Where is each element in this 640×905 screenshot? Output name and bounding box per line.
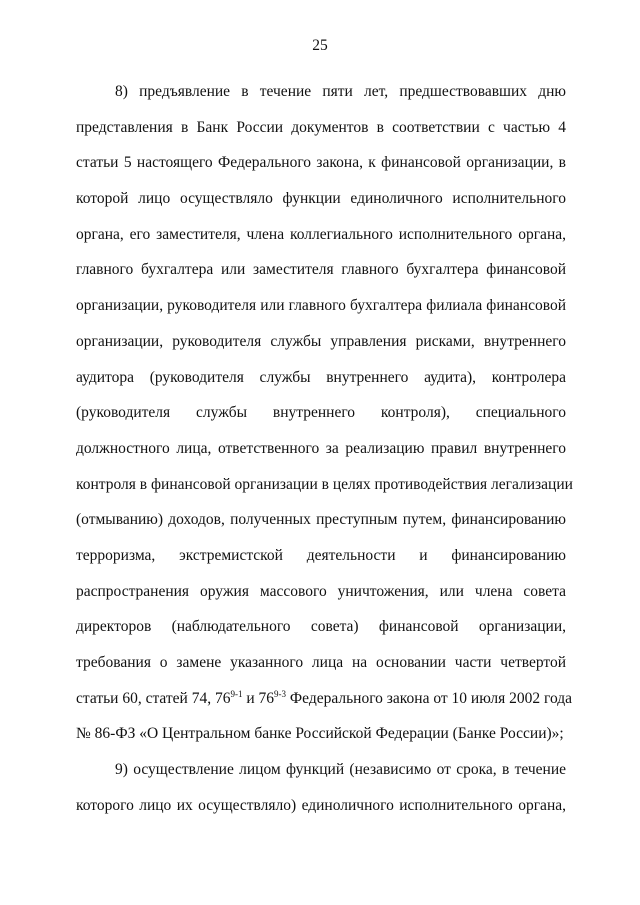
text-segment: статьи 60, статей 74, 76 — [76, 689, 231, 707]
page-number: 25 — [312, 37, 328, 54]
text-line-with-superscripts — [76, 681, 573, 717]
text-line: (руководителя службы внутреннего контроля), специального — [76, 404, 566, 422]
text-line: (отмыванию) доходов, полученных преступным путем, финансированию — [76, 511, 566, 529]
text-line: директоров (наблюдательного совета) финансовой организации, — [76, 618, 566, 636]
text-line: статьи 5 настоящего Федерального закона, к финансовой организации, в — [76, 154, 566, 172]
text-line: представления в Банк России документов в соответствии с частью 4 — [76, 118, 566, 136]
text-line: организации, руководителя или главного бухгалтера филиала финансовой — [76, 297, 566, 315]
text-line: должностного лица, ответственного за реализацию правил внутреннего — [76, 439, 566, 457]
superscript: 9-3 — [274, 688, 287, 699]
text-line: аудитора (руководителя службы внутреннего аудита), контролера — [76, 368, 566, 386]
text-line: № 86-ФЗ «О Центральном банке Российской Федерации (Банке России)»; — [76, 725, 564, 743]
text-segment: и 76 — [242, 689, 275, 707]
text-line: которого лицо их осуществляло) единоличного исполнительного органа, — [76, 796, 566, 814]
text-line: распространения оружия массового уничтожения, или члена совета — [76, 582, 566, 600]
text-line: терроризма, экстремистской деятельности и финансированию — [76, 546, 566, 564]
superscript: 9-1 — [230, 688, 243, 699]
text-line: главного бухгалтера или заместителя главного бухгалтера финансовой — [76, 261, 566, 279]
text-line: которой лицо осуществляло функции единоличного исполнительного — [76, 190, 566, 208]
document-body — [76, 74, 573, 823]
text-line: контроля в финансовой организации в целях противодействия легализации — [76, 475, 573, 493]
paragraph-item-9 — [76, 752, 566, 823]
text-line: 9) осуществление лицом функций (независимо от срока, в течение — [115, 761, 566, 779]
text-line: органа, его заместителя, члена коллегиального исполнительного органа, — [76, 225, 566, 243]
text-segment: Федерального закона от 10 июля 2002 года — [286, 689, 573, 707]
text-line: организации, руководителя службы управления рисками, внутреннего — [76, 332, 566, 350]
text-line: требования о замене указанного лица на основании части четвертой — [76, 654, 566, 671]
paragraph-item-8 — [76, 74, 573, 752]
text-line: 8) предъявление в течение пяти лет, предшествовавших дню — [115, 83, 566, 100]
